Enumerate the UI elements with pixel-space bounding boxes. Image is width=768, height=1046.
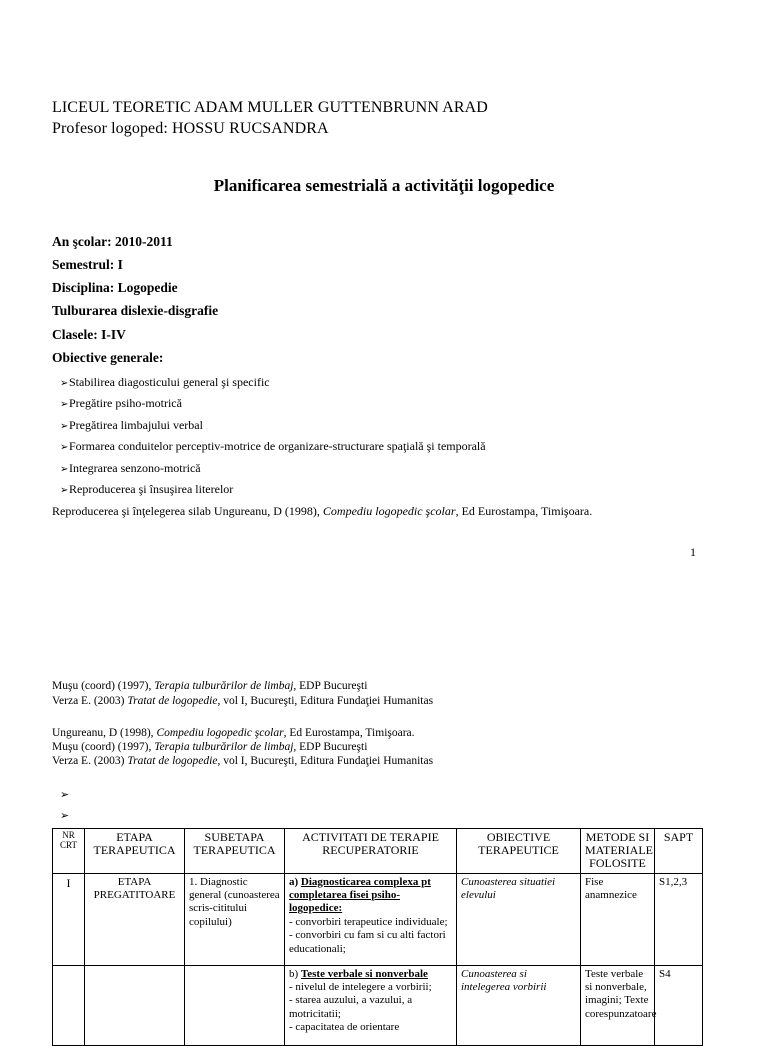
arrow-bullet-icon: ➢ <box>60 399 69 410</box>
arrow-bullet-icon: ➢ <box>60 464 69 475</box>
classes: Clasele: I-IV <box>52 327 126 342</box>
objective-item: ➢Pregătirea limbajului verbal <box>60 418 203 432</box>
arrow-bullet-icon: ➢ <box>60 421 69 432</box>
school-year: An şcolar: 2010-2011 <box>52 234 173 249</box>
objectives-label: Obiective generale: <box>52 350 164 365</box>
school-name: LICEUL TEORETIC ADAM MULLER GUTTENBRUNN ARAD <box>52 99 488 116</box>
semester: Semestrul: I <box>52 257 123 272</box>
arrow-bullet-icon: ➢ <box>60 378 69 389</box>
column-header-nr: NR CRT <box>53 829 85 874</box>
document-title: Planificarea semestrială a activităţii logopedice <box>213 176 555 195</box>
table-row <box>53 873 703 965</box>
row-sapt: S4 <box>655 965 703 1045</box>
column-header-activitati: ACTIVITATI DE TERAPIE RECUPERATORIE <box>285 829 457 874</box>
reference-item: Muşu (coord) (1997), Terapia tulburărilor de limbaj, EDP Bucureşti <box>52 680 368 692</box>
page-number: 1 <box>690 545 696 559</box>
table-header-row <box>53 829 703 874</box>
column-header-etapa: ETAPA TERAPEUTICA <box>85 829 185 874</box>
row-activitati: b) Teste verbale si nonverbale - nivelul de intelegere a vorbirii; - starea auzului, a vazului, a motricitatii; - capacitatea de orientare <box>285 965 457 1045</box>
reference-item: Muşu (coord) (1997), Terapia tulburărilor de limbaj, EDP Bucureşti <box>52 741 368 753</box>
row-metode: Fise anamnezice <box>581 873 655 965</box>
column-header-metode: METODE SI MATERIALE FOLOSITE <box>581 829 655 874</box>
objective-last-line: Reproducerea şi înţelegerea silab Ungureanu, D (1998), Compediu logopedic şcolar, Ed Eurostampa, Timişoara. <box>52 504 593 518</box>
column-header-sapt: SAPT <box>655 829 703 874</box>
row-obiective: Cunoasterea situatiei elevului <box>457 873 581 965</box>
column-header-obiective: OBIECTIVE TERAPEUTICE <box>457 829 581 874</box>
row-metode: Teste verbale si nonverbale, imagini; Texte corespunzatoare <box>581 965 655 1045</box>
arrow-bullet-icon: ➢ <box>60 442 69 453</box>
objective-item: ➢Stabilirea diagosticului general şi specific <box>60 375 270 389</box>
reference-item: Verza E. (2003) Tratat de logopedie, vol I, Bucureşti, Editura Fundaţiei Humanitas <box>52 755 434 767</box>
column-header-subetapa: SUBETAPA TERAPEUTICA <box>185 829 285 874</box>
objective-item: ➢Integrarea senzono-motrică <box>60 461 201 475</box>
row-obiective: Cunoasterea si intelegerea vorbirii <box>457 965 581 1045</box>
row-nr: I <box>53 873 85 965</box>
arrow-bullet-icon: ➢ <box>60 485 69 496</box>
row-subetapa: 1. Diagnostic general (cunoasterea scris-cititului copilului) <box>185 873 285 965</box>
row-etapa <box>85 965 185 1045</box>
reference-item: Ungureanu, D (1998), Compediu logopedic şcolar, Ed Eurostampa, Timişoara. <box>52 727 415 739</box>
row-activitati: a) Diagnosticarea complexa pt completarea fisei psiho-logopedice: - convorbiri terapeutice individuale; - convorbiri cu fam si cu alti factori educationali; <box>285 873 457 965</box>
row-subetapa <box>185 965 285 1045</box>
objective-item: ➢Reproducerea şi însuşirea literelor <box>60 482 234 496</box>
reference-item: Verza E. (2003) Tratat de logopedie, vol I, Bucureşti, Editura Fundaţiei Humanitas <box>52 695 434 707</box>
therapy-plan-table <box>52 828 703 1046</box>
row-sapt: S1,2,3 <box>655 873 703 965</box>
table-row <box>53 965 703 1045</box>
discipline: Disciplina: Logopedie <box>52 280 178 295</box>
teacher-name: Profesor logoped: HOSSU RUCSANDRA <box>52 120 329 137</box>
arrow-bullet-icon: ➢ <box>60 789 70 801</box>
objective-item: ➢Formarea conduitelor perceptiv-motrice de organizare-structurare spaţială şi temporală <box>60 439 486 453</box>
arrow-bullet-icon: ➢ <box>60 810 70 822</box>
row-etapa: ETAPA PREGATITOARE <box>85 873 185 965</box>
objective-item: ➢Pregătire psiho-motrică <box>60 396 182 410</box>
disorder: Tulburarea dislexie-disgrafie <box>52 303 219 318</box>
row-nr <box>53 965 85 1045</box>
